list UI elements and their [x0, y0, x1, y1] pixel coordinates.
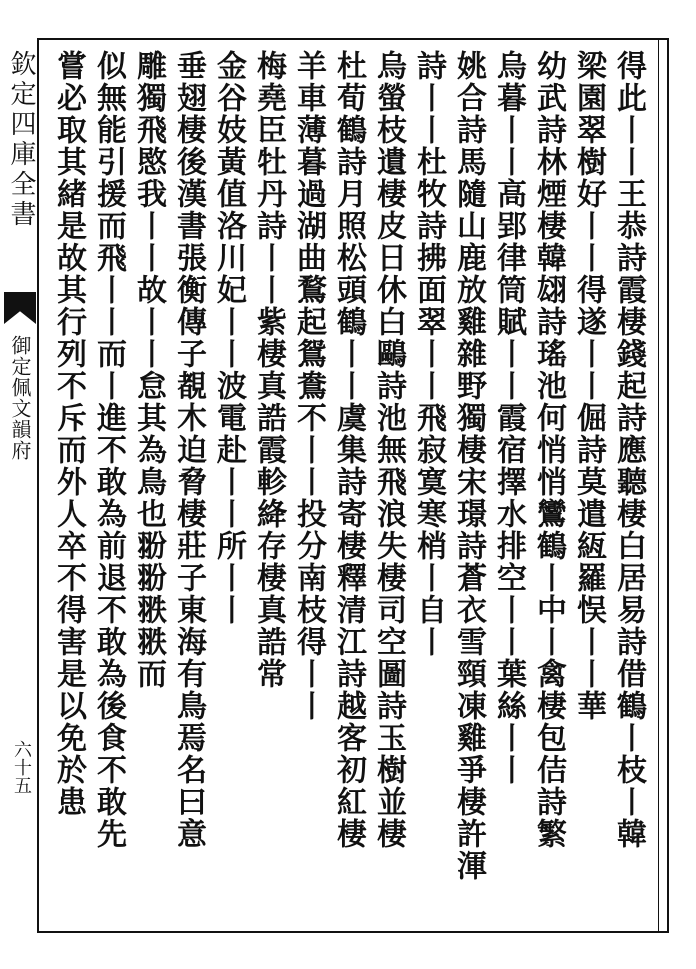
text-column-3: 幼武詩林煙棲韓翃詩瑤池何悄悄鸞鶴丨中丨禽棲包佶詩繁 — [531, 50, 566, 850]
text-column-12: 垂翅棲後漢書張衡傳子覩木迫脅棲莊子東海有鳥焉名曰意 — [171, 50, 206, 850]
text-column-10: 梅堯臣牡丹詩丨丨紫棲真誥霞軫絳存棲真誥常 — [251, 50, 286, 690]
text-column-4: 烏暮丨丨高郢律筒賦丨丨霞宿擇水排空丨丨葉絲丨丨 — [491, 50, 526, 786]
text-column-11: 金谷妓黃值洛川妃丨丨波電赴丨丨所丨丨 — [211, 50, 246, 626]
text-column-7: 烏螢枝遺棲皮日休白鷗詩池無飛浪失棲司空圖詩玉樹並棲 — [371, 50, 406, 850]
text-column-15: 嘗必取其緒是故其行列不斥而外人卒不得害是以免於患 — [51, 50, 86, 818]
text-column-1: 得此丨丨王恭詩霞棲錢起詩應聽棲白居易詩借鶴丨枝丨韓 — [611, 50, 646, 850]
text-column-2: 梁園翠樹好丨丨得遂丨丨倔詩莫遣絚羅悮丨丨華 — [571, 50, 606, 722]
text-column-6: 詩丨丨杜牧詩拂面翠丨丨飛寂寞寒梢丨自丨 — [411, 50, 446, 658]
page-number: 六十五 — [11, 740, 32, 794]
text-column-5: 姚合詩馬隨山鹿放雞雜野獨棲宋璟詩蒼衣雪頸凍雞爭棲許渾 — [451, 50, 486, 882]
fish-tail-mark-icon — [4, 292, 36, 324]
book-subtitle: 御定佩文韻府 — [8, 335, 32, 461]
text-column-13: 雕獨飛愍我丨丨故丨丨怠其為鳥也翂翂翐翐而 — [131, 50, 166, 690]
text-column-8: 杜荀鶴詩月照松頭鶴丨丨虞集詩寄棲釋清江詩越客初紅棲 — [331, 50, 366, 850]
text-column-14: 似無能引援而飛丨丨而丨進不敢為前退不敢為後食不敢先 — [91, 50, 126, 850]
book-title: 欽定四庫全書 — [6, 50, 36, 230]
page-border-inner-rule — [658, 38, 659, 933]
text-column-9: 羊車薄暮過湖曲鶩起鴛鴦不丨丨投分南枝得丨丨 — [291, 50, 326, 722]
